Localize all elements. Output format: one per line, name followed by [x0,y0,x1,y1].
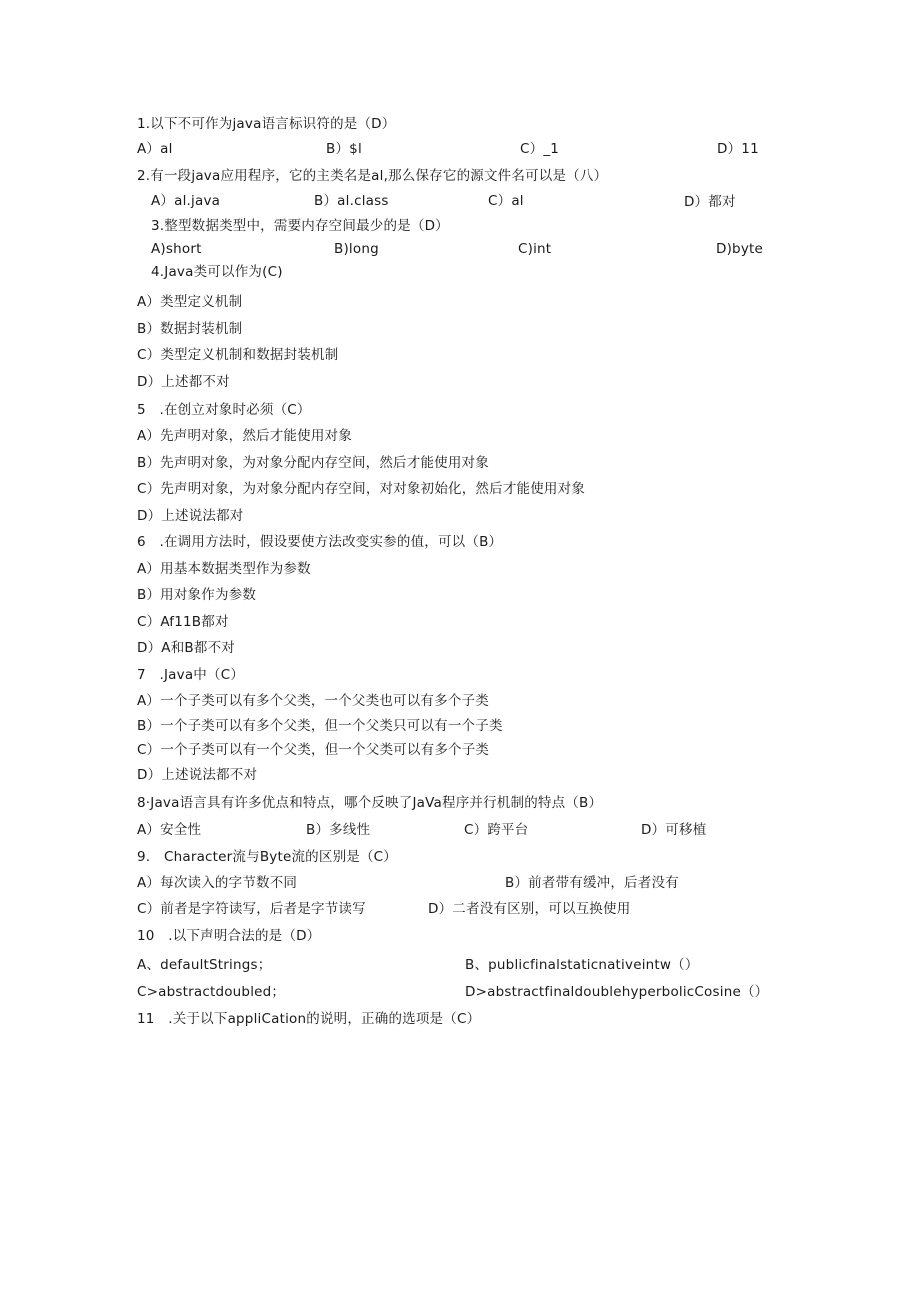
question-2-option-d: D）都对 [684,194,736,210]
question-2-option-c: C）al [488,193,524,209]
question-4-stem: 4.Java类可以作为(C) [151,264,283,280]
question-8-option-b: B）多线性 [306,822,371,838]
question-8-stem: 8·Java语言具有许多优点和特点，哪个反映了JaVa程序并行机制的特点（B） [137,795,603,811]
question-3-option-c: C)int [518,241,552,257]
question-7-option-a: A）一个子类可以有多个父类，一个父类也可以有多个子类 [137,693,489,709]
question-10-option-a: A、defaultStrings； [137,957,272,973]
question-8-option-c: C）跨平台 [464,822,529,838]
question-1-option-c: C）_1 [520,141,560,157]
question-6-stem: 6 .在调用方法时，假设要使方法改变实参的值，可以（B） [137,534,503,550]
question-9-option-d: D）二者没有区别，可以互换使用 [428,901,631,917]
question-1-option-b: B）$l [326,141,362,157]
question-6-option-b: B）用对象作为参数 [137,587,257,603]
question-1-stem: 1.以下不可作为java语言标识符的是（D） [137,116,396,132]
question-7-stem: 7 .Java中（C） [137,667,245,683]
question-10-option-b: B、publicfinalstaticnativeintw（） [465,957,699,973]
question-5-option-d: D）上述说法都对 [137,508,244,524]
question-2-option-b: B）al.class [314,193,389,209]
question-2-option-a: A）al.java [151,193,221,209]
question-7-option-c: C）一个子类可以有一个父类，但一个父类可以有多个子类 [137,742,490,758]
question-5-option-c: C）先声明对象，为对象分配内存空间，对对象初始化，然后才能使用对象 [137,481,586,497]
question-8-option-d: D）可移植 [641,822,707,838]
question-4-option-c: C）类型定义机制和数据封装机制 [137,347,339,363]
question-3-stem: 3.整型数据类型中，需要内存空间最少的是（D） [151,218,449,234]
question-10-option-c: C>abstractdoubled； [137,984,286,1000]
question-3-option-a: A)short [151,241,202,257]
question-5-option-a: A）先声明对象，然后才能使用对象 [137,428,352,444]
question-6-option-d: D）A和B都不对 [137,640,235,656]
question-9-option-c: C）前者是字符读写，后者是字节读写 [137,901,366,917]
question-11-stem: 11 .关于以下appliCation的说明，正确的选项是（C） [137,1011,481,1027]
question-6-option-c: C）Af11B都对 [137,614,229,630]
question-5-stem: 5 .在创立对象时必须（C） [137,402,311,418]
question-4-option-a: A）类型定义机制 [137,294,243,310]
question-5-option-b: B）先声明对象，为对象分配内存空间，然后才能使用对象 [137,455,489,471]
question-1-option-d: D）11 [717,141,759,157]
question-10-option-d: D>abstractfinaldoublehyperbolicCosine（） [465,984,769,1000]
question-9-option-a: A）每次读入的字节数不同 [137,875,298,891]
question-4-option-b: B）数据封装机制 [137,321,243,337]
question-10-stem: 10 .以下声明合法的是（D） [137,928,321,944]
question-4-option-d: D）上述都不对 [137,374,230,390]
question-3-option-b: B)long [334,241,379,257]
question-7-option-b: B）一个子类可以有多个父类，但一个父类只可以有一个子类 [137,718,503,734]
question-1-option-a: A）al [137,141,173,157]
question-8-option-a: A）安全性 [137,822,202,838]
question-9-stem: 9. Character流与Byte流的区别是（C） [137,849,398,865]
question-6-option-a: A）用基本数据类型作为参数 [137,561,311,577]
question-3-option-d: D)byte [716,241,764,257]
question-9-option-b: B）前者带有缓冲，后者没有 [505,875,679,891]
question-7-option-d: D）上述说法都不对 [137,767,258,783]
question-2-stem: 2.有一段java应用程序，它的主类名是al,那么保存它的源文件名可以是（八） [137,168,608,184]
